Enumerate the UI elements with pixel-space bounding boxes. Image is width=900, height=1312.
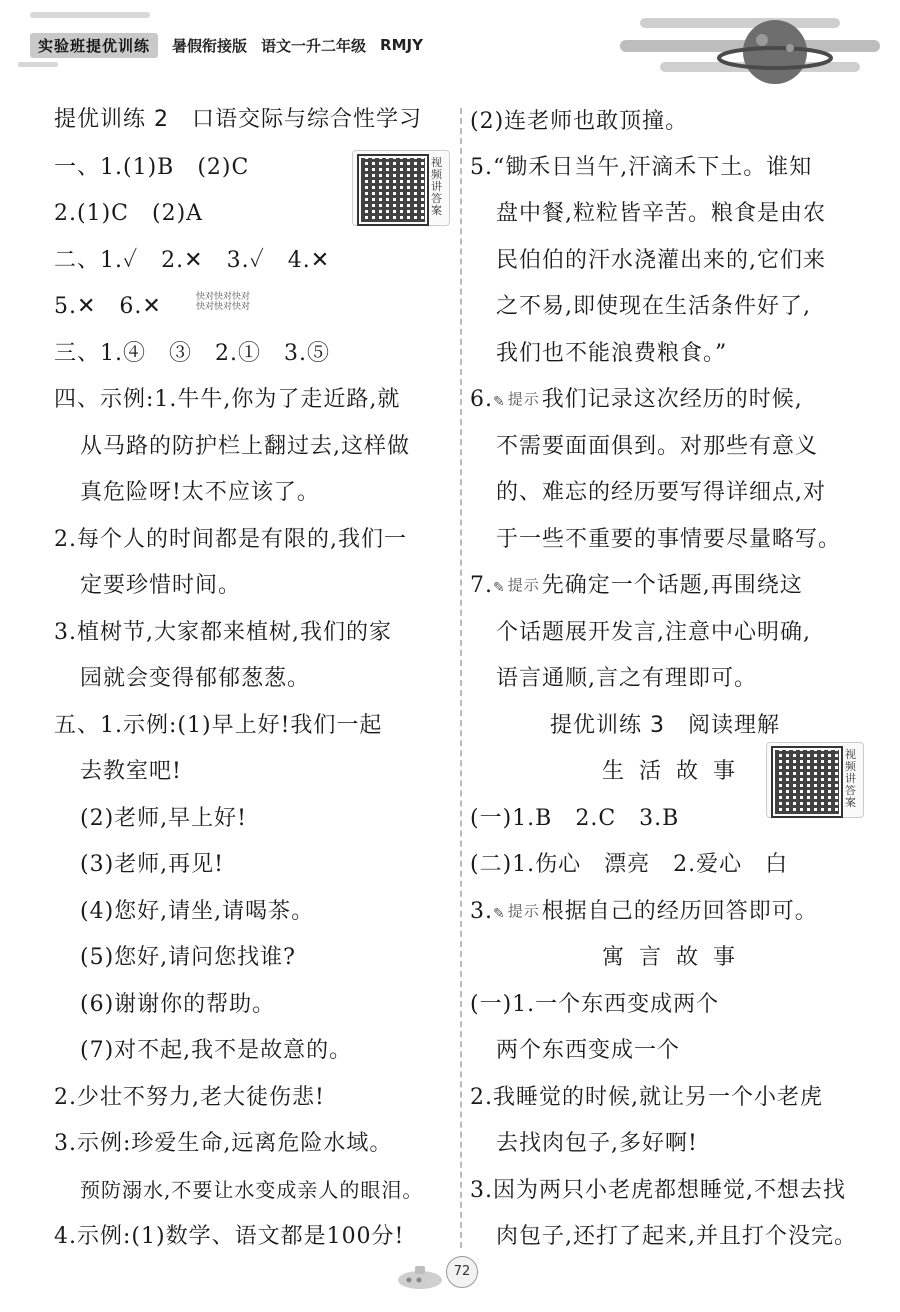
submarine-icon (395, 1258, 445, 1292)
answer-line: 预防溺水,不要让水变成亲人的眼泪。 (80, 1178, 424, 1202)
answer-line: 两个东西变成一个 (496, 1038, 681, 1063)
mini-note-line: 快对快对快对 (196, 302, 251, 312)
answer-line: 一、1.(1)B (2)C (54, 155, 250, 180)
answer-line: 肉包子,还打了起来,并且打个没完。 (496, 1224, 857, 1249)
answer-line: (3)老师,再见! (80, 852, 224, 877)
answer-line: 定要珍惜时间。 (80, 573, 242, 598)
subsection-title: 寓 言 故 事 (602, 945, 739, 970)
answer-line: 四、示例:1.牛牛,你为了走近路,就 (54, 387, 401, 412)
qr-code-panel[interactable] (766, 742, 864, 818)
qr-code-panel[interactable] (352, 150, 450, 226)
section-title: 提优训练 2 口语交际与综合性学习 (54, 107, 422, 132)
answer-line: 二、1.✓ 2.✕ 3.✓ 4.✕ (54, 248, 331, 273)
qr-label: 视频讲答案 (845, 748, 856, 809)
answer-line: 2.每个人的时间都是有限的,我们一 (54, 527, 407, 552)
section-title: 提优训练 3 阅读理解 (550, 713, 780, 738)
hint-label: 提示 (507, 902, 540, 920)
pencil-icon: ✎ (493, 580, 506, 596)
hint-text: 我们记录这次经历的时候, (541, 387, 803, 412)
answer-line: 去找肉包子,多好啊! (496, 1131, 698, 1156)
answer-line: 于一些不重要的事情要尽量略写。 (496, 527, 842, 552)
page-header (0, 0, 900, 100)
mini-note (196, 292, 250, 312)
answer-line: 语言通顺,言之有理即可。 (496, 666, 757, 691)
qr-code-icon (771, 746, 843, 818)
series-name: 实验班提优训练 (30, 33, 158, 58)
column-divider (460, 108, 462, 1248)
pencil-icon: ✎ (493, 394, 506, 410)
qr-code-icon (357, 154, 429, 226)
qr-label: 视频讲答案 (431, 156, 442, 217)
answer-line: (2)老师,早上好! (80, 806, 247, 831)
answer-line: (2)连老师也敢顶撞。 (470, 109, 689, 134)
answer-line: 三、1.④ ③ 2.① 3.⑤ (54, 341, 330, 366)
answer-line: 盘中餐,粒粒皆辛苦。粮食是由农 (496, 201, 826, 226)
answer-line: 2.我睡觉的时候,就让另一个小老虎 (470, 1085, 823, 1110)
hint-text: 根据自己的经历回答即可。 (541, 899, 818, 924)
answer-line: 4.示例:(1)数学、语文都是100分! (54, 1224, 405, 1249)
answer-line: 民伯伯的汗水浇灌出来的,它们来 (496, 248, 826, 273)
answer-line: 5.✕ 6.✕ (54, 294, 162, 319)
answer-line: 我们也不能浪费粮食。” (496, 341, 728, 366)
answer-line: 5.“锄禾日当午,汗滴禾下土。谁知 (470, 155, 813, 180)
answer-line: 园就会变得郁郁葱葱。 (80, 666, 311, 691)
hint-label: 提示 (507, 576, 540, 594)
answer-line: 的、难忘的经历要写得详细点,对 (496, 480, 826, 505)
answer-line: (5)您好,请问您找谁? (80, 945, 296, 970)
publisher-code: RMJY (380, 36, 423, 54)
subject-label: 语文一升二年级 (261, 36, 367, 55)
header-bar (30, 30, 423, 60)
question-number: 6. (470, 387, 493, 412)
hint-answer-line (470, 898, 818, 928)
answer-line: (一)1.B 2.C 3.B (470, 806, 680, 831)
answer-line: 不需要面面俱到。对那些有意义 (496, 434, 819, 459)
answer-line: 真危险呀!太不应该了。 (80, 480, 320, 505)
page-number: 72 (446, 1256, 478, 1288)
answer-line: (7)对不起,我不是故意的。 (80, 1038, 353, 1063)
hint-label: 提示 (507, 390, 540, 408)
answer-line: 3.因为两只小老虎都想睡觉,不想去找 (470, 1178, 846, 1203)
answer-line: 去教室吧! (80, 759, 182, 784)
hint-answer-line (470, 572, 803, 602)
answer-line: (4)您好,请坐,请喝茶。 (80, 899, 315, 924)
hint-text: 先确定一个话题,再围绕这 (541, 573, 803, 598)
hint-answer-line (470, 386, 803, 416)
answer-line: 个话题展开发言,注意中心明确, (496, 620, 811, 645)
answer-line: 2.少壮不努力,老大徒伤悲! (54, 1085, 325, 1110)
pencil-icon: ✎ (493, 906, 506, 922)
subsection-title: 生 活 故 事 (602, 759, 739, 784)
answer-line: 从马路的防护栏上翻过去,这样做 (80, 434, 410, 459)
answer-line: 五、1.示例:(1)早上好!我们一起 (54, 713, 383, 738)
answer-line: (6)谢谢你的帮助。 (80, 992, 276, 1017)
question-number: 3. (470, 899, 493, 924)
answer-line: (一)1.一个东西变成两个 (470, 992, 720, 1017)
question-number: 7. (470, 573, 493, 598)
answer-line: 3.植树节,大家都来植树,我们的家 (54, 620, 392, 645)
answer-line: 3.示例:珍爱生命,远离危险水域。 (54, 1131, 393, 1156)
answer-line: (二)1.伤心 漂亮 2.爱心 白 (470, 852, 789, 877)
answer-line: 之不易,即使现在生活条件好了, (496, 294, 811, 319)
answer-line: 2.(1)C (2)A (54, 201, 204, 226)
edition-label: 暑假衔接版 (172, 36, 248, 55)
mini-note-line: 快对快对快对 (196, 292, 251, 302)
